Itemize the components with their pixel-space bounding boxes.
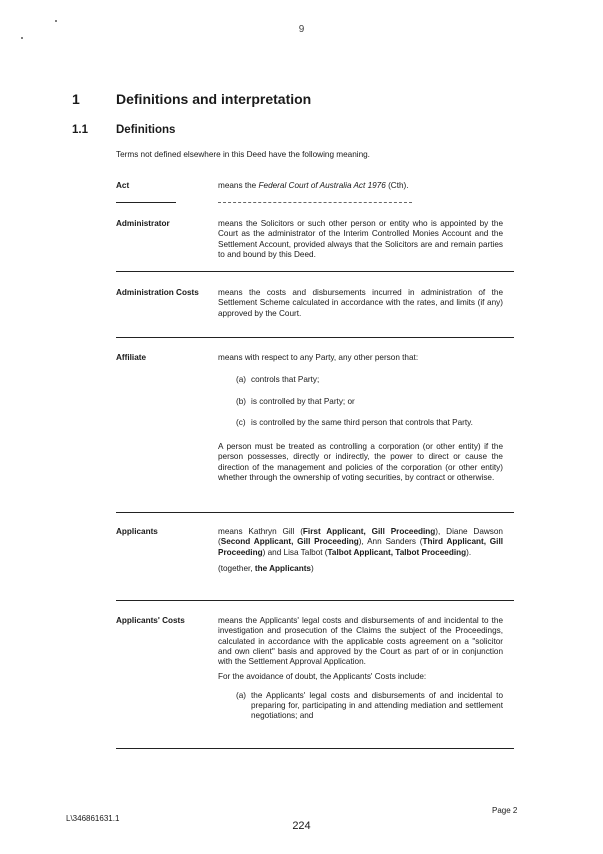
list-label: (b) (236, 396, 247, 406)
definition-lead: means with respect to any Party, any other person that: (218, 353, 419, 362)
rule (116, 202, 176, 203)
subsection-title: Definitions (116, 124, 176, 136)
section-number: 1 (72, 91, 80, 107)
text-run: ), Diane Dawson ( (218, 527, 503, 547)
act-title: Federal Court of Australia Act 1976 (258, 181, 386, 190)
rule (116, 600, 514, 601)
list-label: (a) (236, 375, 247, 385)
list-text: is controlled by the same third person that controls that Party. (251, 417, 473, 427)
term-applicants: Applicants (116, 527, 158, 536)
document-reference: L\346861631.1 (66, 814, 120, 823)
text-run: means Kathryn Gill ( (218, 527, 303, 536)
term-act: Act (116, 181, 130, 190)
definition-together (218, 564, 503, 574)
list-text: is controlled by that Party; or (251, 396, 355, 406)
text-run: ). (466, 547, 472, 557)
term-applicants-costs: Applicants' Costs (116, 616, 185, 625)
definition-text: means the (218, 181, 259, 190)
definition-avoidance: For the avoidance of doubt, the Applicants' Costs include: (218, 672, 427, 682)
defined-party: Second Applicant, Gill Proceeding (220, 537, 359, 547)
page-number-top: 9 (298, 24, 305, 35)
page-label: Page 2 (492, 806, 518, 815)
defined-party: Third Applicant, Gill Proceeding (218, 537, 504, 557)
list-item (218, 418, 503, 428)
term-affiliate: Affiliate (116, 353, 147, 362)
list-label: (a) (236, 690, 247, 700)
definition-text (218, 527, 503, 558)
rule (116, 748, 514, 749)
rule (116, 512, 514, 513)
defined-party: Talbot Applicant, Talbot Proceeding (327, 547, 467, 557)
text-run: ) (310, 563, 314, 573)
text-run: (together, (218, 563, 255, 573)
subsection-number: 1.1 (72, 124, 88, 136)
text-run: ) and Lisa Talbot ( (262, 547, 328, 557)
rule (116, 337, 514, 338)
list-label: (c) (236, 417, 246, 427)
definition-administrator: means the Solicitors or such other person or entity who is appointed by the Court as the administrator of the Interim Controlled Monies Account and the Settlement Account, provided always that the Solicitors are and remain parties to and bound by this Deed. (218, 219, 503, 259)
definition-text: (Cth). (385, 181, 409, 190)
bottom-page-number: 224 (292, 820, 311, 832)
definition-act (218, 181, 503, 191)
scan-speck (55, 20, 57, 22)
term-administrator: Administrator (116, 219, 170, 228)
term-administration-costs: Administration Costs (116, 288, 199, 297)
rule (116, 271, 514, 272)
defined-term: the Applicants (254, 563, 311, 573)
list-item (218, 691, 503, 722)
list-item (218, 397, 503, 407)
section-title: Definitions and interpretation (116, 91, 312, 107)
definition-note: A person must be treated as controlling a corporation (or other entity) if the person possesses, directly or indirectly, the power to direct or cause the direction of the management and policies of the corporation (or other entity) whether through the ownership of voting securities, by contract or otherwise. (218, 442, 503, 483)
defined-party: First Applicant, Gill Proceeding (302, 527, 436, 536)
list-text: controls that Party; (251, 375, 320, 385)
definition-affiliate (218, 353, 503, 488)
definition-applicants-costs (218, 616, 503, 733)
list-text: the Applicants' legal costs and disbursements of and incidental to preparing for, participating in and attending mediation and settlement negotiations; and (251, 690, 503, 721)
scan-speck (21, 37, 23, 39)
definition-applicants (218, 527, 503, 579)
rule (218, 202, 412, 203)
intro-text: Terms not defined elsewhere in this Deed have the following meaning. (116, 150, 370, 159)
definition-administration-costs: means the costs and disbursements incurred in administration of the Settlement Scheme calculated in accordance with the rates, and limits (if any) approved by the Court. (218, 288, 503, 318)
text-run: ), Ann Sanders ( (358, 537, 423, 547)
list-item (218, 375, 503, 385)
definition-text: means the Applicants' legal costs and disbursements of and incidental to the investigation and prosecution of the Claims the subject of the Proceedings, calculated in accordance with the applicable costs agreement on a "solicitor and own client" basis and approved by the Court as part of or in conjunction with the Settlement Approval Application. (218, 616, 503, 667)
